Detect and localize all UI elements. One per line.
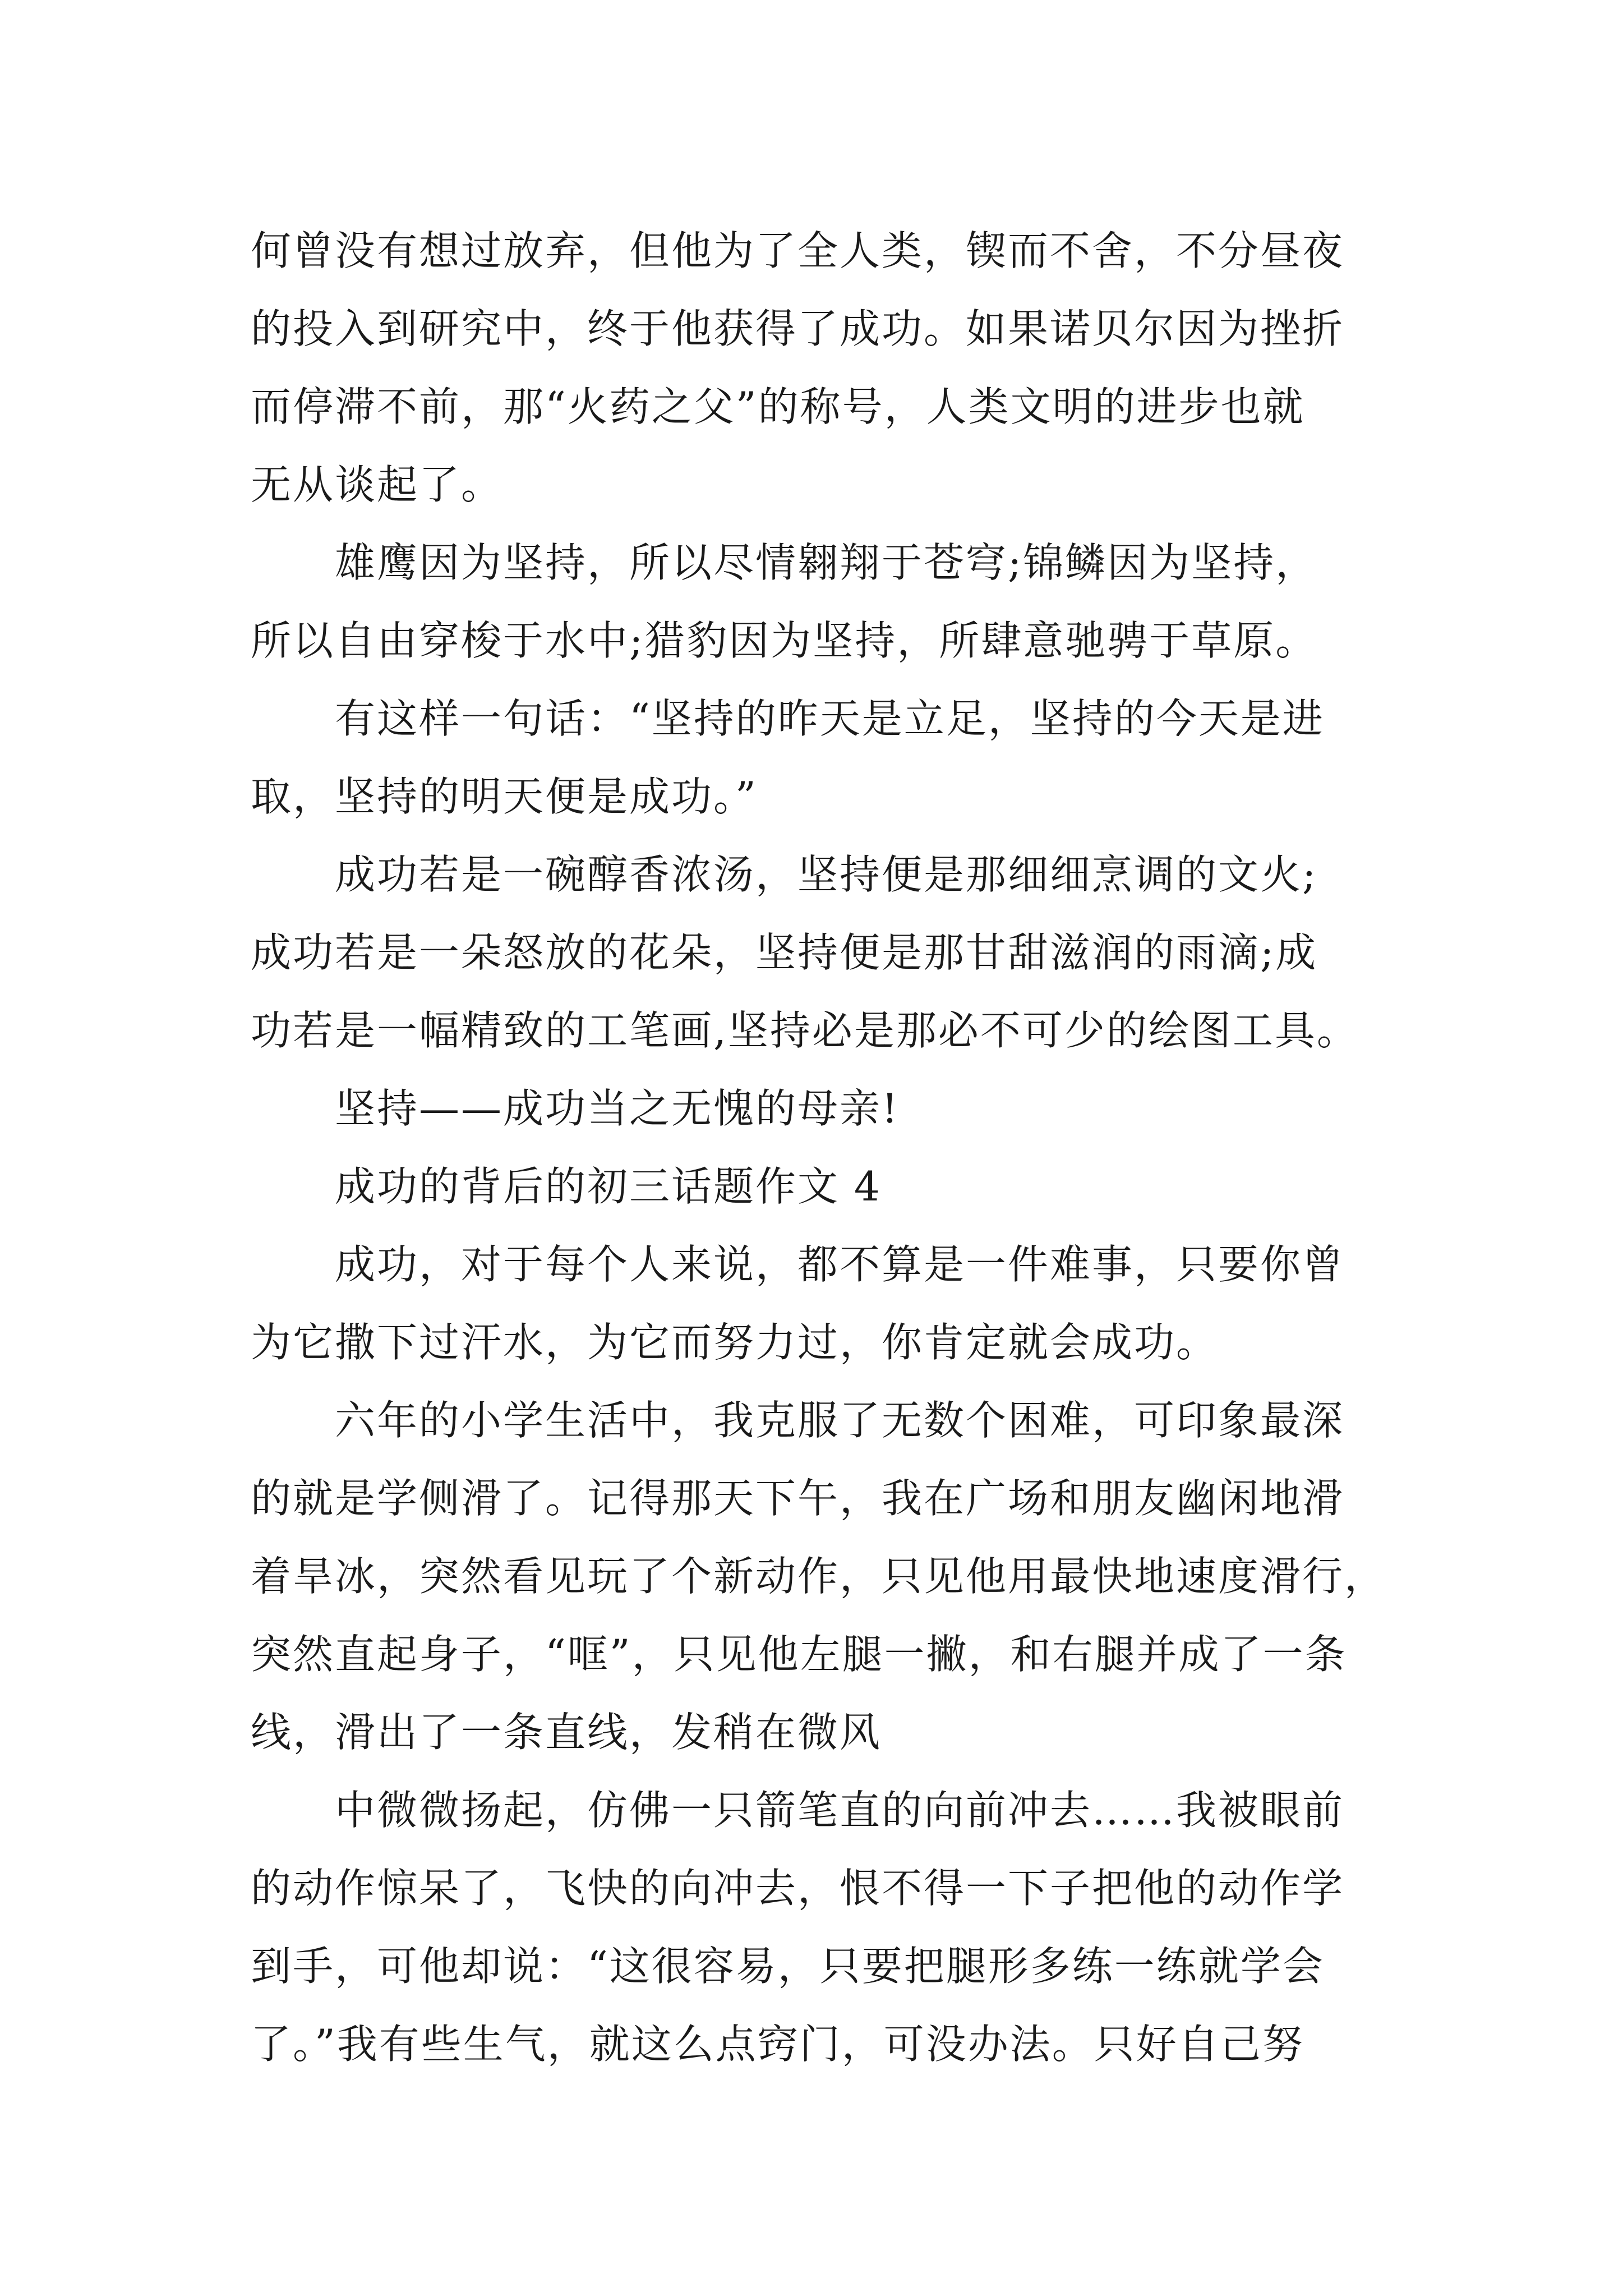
- text-line: 何曾没有想过放弃，但他为了全人类，锲而不舍，不分昼夜: [251, 227, 1345, 274]
- text-line: 成功若是一朵怒放的花朵，坚持便是那甘甜滋润的雨滴;成: [251, 929, 1318, 976]
- text-line: 有这样一句话：“坚持的昨天是立足，坚持的今天是进: [335, 695, 1325, 742]
- text-line: 雄鹰因为坚持，所以尽情翱翔于苍穹;锦鳞因为坚持，: [335, 539, 1318, 586]
- text-line: 的就是学侧滑了。记得那天下午，我在广场和朋友幽闲地滑: [251, 1475, 1345, 1522]
- body-text: [251, 212, 1389, 2083]
- text-line: 中微微扬起，仿佛一只箭笔直的向前冲去……我被眼前: [335, 1787, 1345, 1834]
- text-line: 无从谈起了。: [251, 461, 504, 508]
- text-line: 的投入到研究中，终于他获得了成功。如果诺贝尔因为挫折: [251, 305, 1345, 352]
- text-line: 的动作惊呆了，飞快的向冲去，恨不得一下子把他的动作学: [251, 1865, 1345, 1912]
- text-line: 成功若是一碗醇香浓汤，坚持便是那细细烹调的文火;: [335, 851, 1318, 898]
- text-line: 而停滞不前，那“火药之父”的称号，人类文明的进步也就: [251, 383, 1305, 430]
- text-line: 突然直起身子，“哐”，只见他左腿一撇，和右腿并成了一条: [251, 1631, 1347, 1678]
- text-line: 为它撒下过汗水，为它而努力过，你肯定就会成功。: [251, 1319, 1219, 1366]
- text-line: 坚持——成功当之无愧的母亲!: [335, 1085, 900, 1132]
- text-line: 成功的背后的初三话题作文 4: [335, 1163, 882, 1210]
- text-line: 取，坚持的明天便是成功。”: [251, 773, 758, 820]
- text-line: 功若是一幅精致的工笔画,坚持必是那必不可少的绘图工具。: [251, 1007, 1359, 1054]
- text-line: 着旱冰，突然看见玩了个新动作，只见他用最快地速度滑行，: [251, 1553, 1387, 1600]
- text-line: 成功，对于每个人来说，都不算是一件难事，只要你曾: [335, 1241, 1345, 1288]
- text-line: 到手，可他却说：“这很容易，只要把腿形多练一练就学会: [251, 1943, 1325, 1990]
- text-line: 所以自由穿梭于水中;猎豹因为坚持，所肆意驰骋于草原。: [251, 617, 1318, 664]
- text-line: 线，滑出了一条直线，发稍在微风: [251, 1709, 882, 1756]
- text-line: 六年的小学生活中，我克服了无数个困难，可印象最深: [335, 1397, 1345, 1444]
- text-line: 了。”我有些生气，就这么点窍门，可没办法。只好自己努: [251, 2021, 1304, 2068]
